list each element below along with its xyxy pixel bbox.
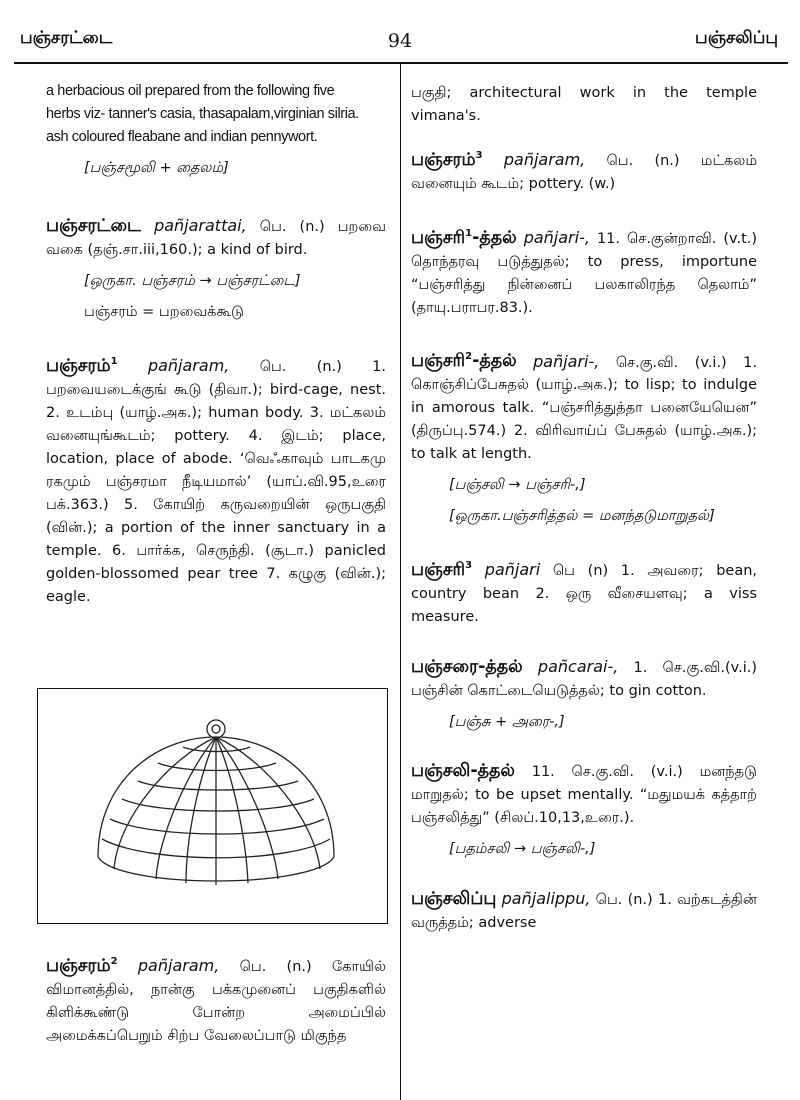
etymology: [பஞ்சலி → பஞ்சரி-,] <box>449 477 586 494</box>
intro-line: ash coloured fleabane and indian pennywort. <box>46 129 318 145</box>
definition: பெ. (n.) மட்கலம் வனையும் கூடம்; pottery. (w.) <box>411 152 757 192</box>
entry-panjaram-3 <box>411 144 757 196</box>
left-column-bottom <box>46 950 386 1048</box>
headword: பஞ்சரட்டை <box>46 216 141 236</box>
etymology: [பஞ்சமூலி + தைலம்] <box>84 160 229 176</box>
definition: பெ (n) 1. அவரை; bean, country bean 2. ஒரு வீசையளவு; a viss measure. <box>411 563 758 626</box>
figure-label: bird-cage illustration <box>38 674 204 693</box>
etymology: [பஞ்சு + அரை-,] <box>449 714 565 731</box>
page-number: 94 <box>387 30 413 52</box>
running-head-right: பஞ்சலிப்பு <box>695 28 778 48</box>
bird-cage-illustration <box>38 674 387 923</box>
headword: பஞ்சலிப்பு <box>411 889 497 910</box>
transliteration: pañjalippu, <box>501 889 591 909</box>
headword: பஞ்சரம்$^3$ <box>411 149 483 170</box>
headword: பஞ்சரை-த்தல் <box>411 657 523 678</box>
headword: பஞ்சலி-த்தல் <box>411 761 515 782</box>
intro-definition <box>46 80 386 149</box>
entry-panjari-3 <box>411 554 757 629</box>
definition: பெ. (n.) 1. வற்கடத்தின் வருத்தம்; adverse <box>411 892 757 932</box>
intro-line: a herbacious oil prepared from the following five <box>46 83 335 99</box>
entry-panjari-1 <box>411 222 757 320</box>
entry-panjalippu <box>411 887 757 935</box>
etymology: [ஒருகா.பஞ்சரித்தல் = மனந்தடுமாறுதல்] <box>449 508 715 525</box>
entry-panjaram-1 <box>46 350 386 609</box>
transliteration: pañjari <box>484 560 541 580</box>
definition: பெ. (n.) பறவை வகை (தஞ்.சா.iii,160.); a kind of bird. <box>46 219 387 258</box>
note: பஞ்சரம் = பறவைக்கூடு <box>84 304 244 320</box>
definition: 11. செ.குன்றாவி. (v.t.) தொந்தரவு படுத்துதல்; to press, importune “பஞ்சரித்து நின்னைப் பலகாலிரந்த தெலாம்” (தாயு.பராபர.83.). <box>411 230 758 316</box>
definition: 11. செ.கு.வி. (v.i.) மனந்தடு மாறுதல்; to be upset mentally. “மதுமயக் கத்தாற் பஞ்சலித்து” (சிலப்.10,13,உரை.). <box>411 764 757 827</box>
definition: பெ. (n.) கோயில் விமானத்தில், நான்கு பக்கமுனைப் பகுதிகளில் கிளிக்கூண்டு போன்ற அமைப்பில் அமைக்கப்பெறும் சிற்ப வேலைப்பாடு மிகுந்த <box>46 958 386 1044</box>
left-column <box>46 80 386 609</box>
continued-definition: பகுதி; architectural work in the temple vimana's. <box>411 85 757 124</box>
entry-panjarattai <box>46 214 386 262</box>
intro-line: herbs viz- tanner's casia, thasapalam,virginian silria. <box>46 106 359 122</box>
headword: பஞ்சரம்$^2$ <box>46 955 118 976</box>
etymology: [ஒருகா. பஞ்சரம் → பஞ்சரட்டை] <box>84 273 301 289</box>
etymology: [பதம்சலி → பஞ்சலி-,] <box>449 841 596 858</box>
transliteration: pañjari-, <box>533 351 600 371</box>
transliteration: pañjaram, <box>147 355 230 375</box>
headword: பஞ்சரி$^3$ <box>411 560 473 581</box>
entry-panjarai <box>411 655 757 703</box>
running-head-left: பஞ்சரட்டை <box>20 28 113 48</box>
headword: பஞ்சரம்$^1$ <box>46 355 118 376</box>
transliteration: pañjaram, <box>503 149 586 169</box>
headword: பஞ்சரி$^1$-த்தல் <box>411 227 517 248</box>
right-column <box>411 82 757 935</box>
header-rule <box>14 62 788 64</box>
definition: செ.கு.வி. (v.i.) 1. கொஞ்சிப்பேசுதல் (யாழ்.அக.); to lisp; to indulge in amorous talk. “பஞ்சரித்துத்தா பனையேயென” (திருப்பு.574.) 2. விரிவாய்ப் பேசுதல் (யாழ்.அக.); to talk at length. <box>411 354 758 463</box>
entry-panjali <box>411 760 757 830</box>
bird-cage-figure <box>37 674 388 924</box>
headword: பஞ்சரி$^2$-த்தல் <box>411 351 517 372</box>
transliteration: pañjarattai, <box>154 216 247 235</box>
transliteration: pañjari-, <box>523 227 590 247</box>
transliteration: pañjaram, <box>137 955 220 975</box>
definition: 1. செ.கு.வி.(v.i.) பஞ்சின் கொட்டையெடுத்தல்; to gin cotton. <box>411 660 758 700</box>
definition: பெ. (n.) 1. பறவையடைக்குங் கூடு (திவா.); bird-cage, nest. 2. உடம்பு (யாழ்.அக.); human body. 3. மட்கலம் வனையுங்கூடம்; pottery. 4. இடம்; place, location, place of abode. ‘வெஃகாவும் பாடகமு ரகமும் பஞ்சரமா நீடியமால்’ (யாப்.வி.95,உரை பக்.363.) 5. கோயிற் கருவறையின் ஒருபகுதி (வின்.); a portion of the inner sanctuary in a temple. 6. பார்க்க, செருந்தி. (சூடா.) panicled golden-blossomed pear tree 7. கழுகு (வின்.); eagle. <box>46 358 387 605</box>
transliteration: pañcarai-, <box>537 657 619 677</box>
entry-panjaram-2 <box>46 950 386 1048</box>
column-divider <box>400 64 401 1100</box>
entry-panjari-2 <box>411 346 757 467</box>
